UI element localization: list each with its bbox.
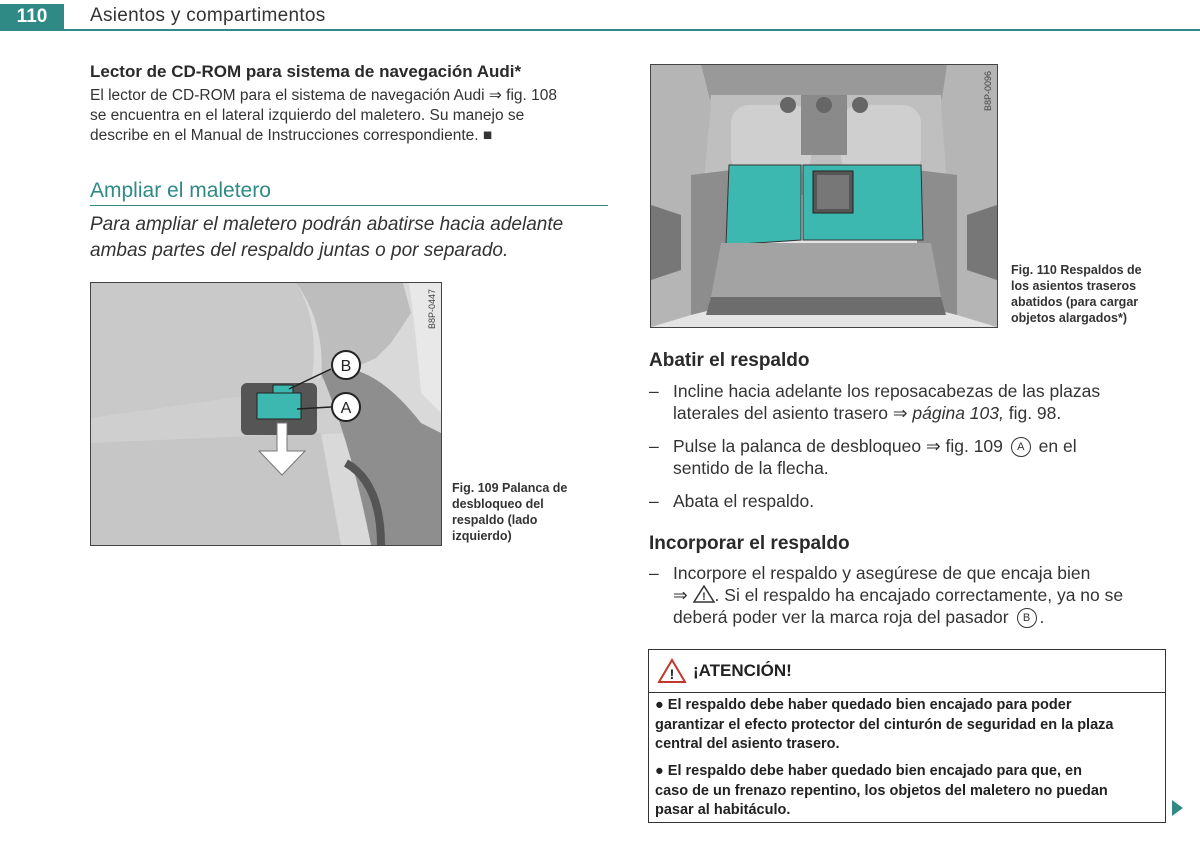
incorporar-step-1 <box>649 562 1169 630</box>
running-title: Asientos y compartimentos <box>90 5 326 26</box>
fig-110-id: B8P-0096 <box>983 71 993 112</box>
warning-item-1-line: ● El respaldo debe haber quedado bien encajado para poder <box>655 697 1072 713</box>
fig-110-caption-line: los asientos traseros <box>1011 279 1137 293</box>
abatir-step-1-text: laterales del asiento trasero ⇒ <box>673 403 913 423</box>
abatir-step-1-line-1: Incline hacia adelante los reposacabezas de las plazas <box>673 381 1101 401</box>
cdrom-line-2: se encuentra en el lateral izquierdo del maletero. Su manejo se <box>90 107 525 124</box>
incorporar-line-1: Incorpore el respaldo y asegúrese de que encaja bien <box>673 563 1091 583</box>
incorporar-heading: Incorporar el respaldo <box>649 533 850 554</box>
callout-b-label: B <box>340 358 352 375</box>
abatir-step-2-text-end: en el <box>1038 436 1077 456</box>
fig-109-caption <box>452 480 567 544</box>
abatir-step-2-line-2: sentido de la flecha. <box>673 458 829 478</box>
section-title: Ampliar el maletero <box>90 179 271 202</box>
abatir-step-1-line-2 <box>673 402 1173 424</box>
svg-text:!: ! <box>669 666 675 682</box>
warning-item-2-line: ● El respaldo debe haber quedado bien encajado para que, en <box>655 763 1082 779</box>
list-dash: – <box>649 381 659 401</box>
list-dash: – <box>649 436 659 456</box>
page-header <box>0 0 1200 30</box>
abatir-step-2-text: Pulse la palanca de desbloqueo ⇒ fig. 109 <box>673 436 1003 456</box>
figure-109 <box>90 282 442 546</box>
warning-item-2-line: pasar al habitáculo. <box>655 802 791 818</box>
warning-item-1-line: garantizar el efecto protector del cinturón de seguridad en la plaza <box>655 716 1114 733</box>
fig-109-caption-line: respaldo (lado <box>452 513 538 527</box>
warning-item-1-line: central del asiento trasero. <box>655 736 840 752</box>
warning-header <box>649 650 1165 693</box>
fig-110-caption-line: abatidos (para cargar <box>1011 295 1139 309</box>
warning-title: ¡ATENCIÓN! <box>693 661 792 680</box>
abatir-heading: Abatir el respaldo <box>649 350 810 371</box>
abatir-step-1 <box>649 380 1169 424</box>
callout-b <box>332 351 360 379</box>
abatir-step-2-line-1 <box>673 435 1173 457</box>
fig-110-caption-line: Fig. 110 Respaldos de <box>1011 263 1142 277</box>
abatir-step-2 <box>649 435 1169 479</box>
intro-line-1: Para ampliar el maletero podrán abatirse hacia adelante <box>90 214 564 235</box>
fig-110-caption <box>1011 262 1142 326</box>
incorporar-line-2-text: . Si el respaldo ha encajado correctamente, ya no se <box>714 585 1124 605</box>
warning-item-2-line: caso de un frenazo repentino, los objetos del maletero no puedan <box>655 782 1108 799</box>
circle-b-marker: B <box>1017 608 1037 628</box>
figure-110 <box>650 64 998 328</box>
seat-lever-illustration <box>91 283 441 545</box>
callout-a-label: A <box>340 400 352 417</box>
page-number: 110 <box>0 4 64 29</box>
incorporar-period: . <box>1039 607 1045 627</box>
warning-triangle-icon <box>657 658 687 684</box>
warning-icon <box>693 585 715 603</box>
abatir-step-3 <box>649 490 1169 512</box>
abatir-step-3-text: Abata el respaldo. <box>673 491 815 511</box>
list-dash: – <box>649 491 659 511</box>
trunk-illustration <box>651 65 997 327</box>
fig-109-caption-line: izquierdo) <box>452 529 512 543</box>
circle-a-marker: A <box>1011 437 1031 457</box>
list-dash: – <box>649 563 659 583</box>
incorporar-line-3 <box>673 606 1173 628</box>
fig-109-id: B8P-0447 <box>427 289 437 330</box>
page-reference: página 103, <box>912 403 1004 423</box>
incorporar-line-2 <box>673 584 1173 606</box>
warning-item-1 <box>655 696 1155 755</box>
abatir-step-1-fig: fig. 98. <box>1003 403 1062 423</box>
fig-109-caption-line: Fig. 109 Palanca de <box>452 481 568 495</box>
cdrom-line-1: El lector de CD-ROM para el sistema de navegación Audi ⇒ fig. 108 <box>90 87 558 104</box>
continue-arrow-icon <box>1172 800 1183 816</box>
intro-line-2: ambas partes del respaldo juntas o por separado. <box>90 240 509 261</box>
warning-box <box>648 649 1166 823</box>
svg-text:!: ! <box>701 591 706 603</box>
section-rule <box>90 205 608 206</box>
incorporar-arrow: ⇒ <box>673 585 688 605</box>
warning-item-2 <box>655 762 1155 821</box>
cdrom-line-3: describe en el Manual de Instrucciones correspondiente. ■ <box>90 127 493 144</box>
fig-110-caption-line: objetos alargados*) <box>1011 311 1127 325</box>
incorporar-line-3-text: deberá poder ver la marca roja del pasador <box>673 607 1009 627</box>
callout-a <box>332 393 360 421</box>
cdrom-heading: Lector de CD-ROM para sistema de navegación Audi* <box>90 62 522 81</box>
fig-109-caption-line: desbloqueo del <box>452 497 544 511</box>
header-rule <box>0 29 1200 31</box>
section-intro <box>90 212 610 264</box>
